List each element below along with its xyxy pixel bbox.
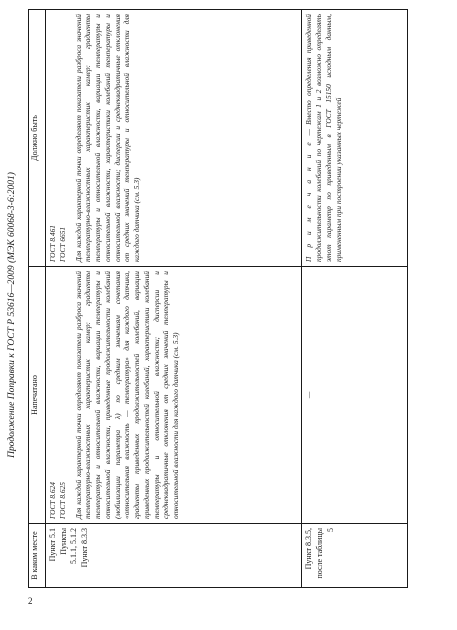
table-row — [46, 10, 302, 588]
printed-ref-2: ГОСТ 8.625 — [57, 482, 67, 519]
printed-cell — [46, 267, 302, 524]
table-row — [302, 10, 408, 588]
running-title: Продолжение Поправки к ГОСТ Р 53616—2009 (МЭК 60068-3-6:2001) — [7, 172, 17, 458]
printed-cell — [302, 267, 408, 524]
note-text: — Вместо определения приведенной продолжительности колебаний по чертежам 1 и 2 возможно определять этот параметр по приведенным в ГОСТ 15150 исходным данным, примененным при построении указанных чертежей — [304, 14, 343, 262]
correct-cell — [46, 10, 302, 267]
correct-cell — [302, 10, 408, 267]
page-number: 2 — [28, 596, 33, 606]
correct-ref-1: ГОСТ 8.461 — [48, 225, 57, 262]
place-item-points: Пункты — [58, 528, 68, 555]
header-printed: Напечатано — [29, 267, 46, 524]
header-place: В каком месте — [29, 524, 46, 588]
header-correct: Должно быть — [29, 10, 46, 267]
note-label: П р и м е ч а н и е — [304, 139, 314, 262]
correct-text: Для каждой характерной точки определяют показатели разброса значений температурно-влажностных характеристик камер: градиенты температуры и относительной влажности, вариации температуры и относительной влажности, характеристики колебаний температуры и относительной влажности; дисперсии и среднеквадратичные отклонения от средних значений температуры и относительной влажности для каждого датчика (см. 5.3) — [73, 14, 142, 262]
amendment-table — [28, 9, 408, 588]
place-item-8-3-3: Пункт 8.3.3 — [79, 528, 89, 568]
printed-text: Для каждой характерной точки определяют показатели разброса значений температурно-влажностных характеристик камер: градиенты температуры и относительной влажности, вариации температуры и относительной влажности, приведенные продолжительности колебаний (мобилизации параметра λ) по средним значениям сочетания «относительная влажность — температура» для каждого датчика, градиенты приведенных продолжительностей колебаний, вариации приведенных продолжительностей колебаний, характеристики колебаний температуры и относительной влажности; дисперсии и среднеквадратичные отклонения от средних значений температуры и относительной влажности для каждого датчика (см. 5.3) — [73, 271, 181, 519]
place-cell — [302, 524, 408, 588]
printed-dash: — — [304, 391, 314, 399]
place-cell — [46, 524, 302, 588]
place-item-5-1-1: 5.1.1, 5.1.2 — [69, 528, 79, 564]
table-header-row — [29, 10, 46, 588]
printed-ref-1: ГОСТ 8.624 — [48, 482, 57, 519]
place-item-5-1: Пункт 5.1 — [48, 528, 57, 562]
correct-ref-2: ГОСТ 6651 — [57, 226, 67, 262]
place-item-8-3-5: Пункт 8.3.5, после таблицы 5 — [304, 528, 335, 579]
amendment-table-wrapper — [28, 10, 408, 588]
